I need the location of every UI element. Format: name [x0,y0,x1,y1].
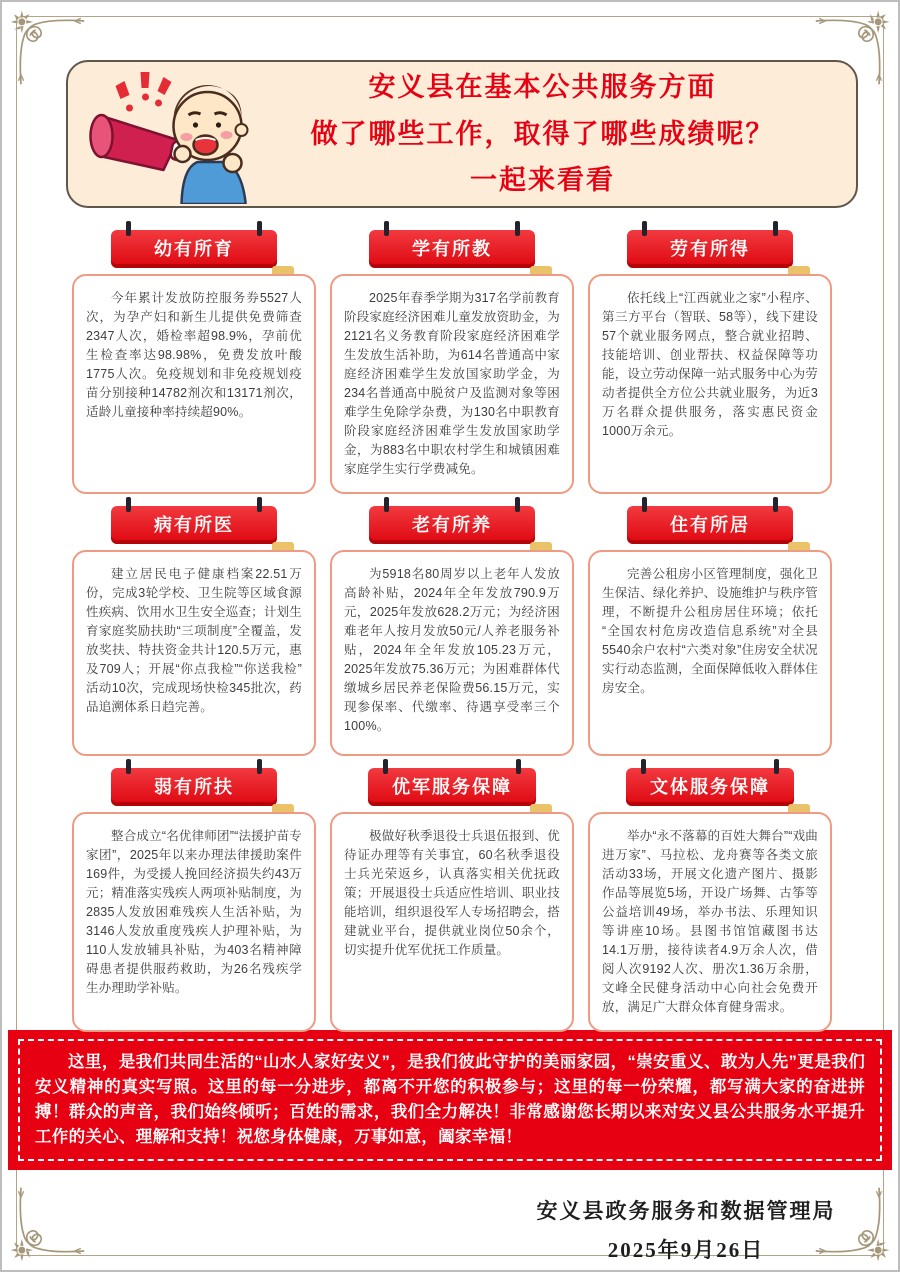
card-title-ribbon [627,506,793,544]
card-title-ribbon [111,506,277,544]
service-cards-grid [72,230,832,1044]
service-card-laoyousuode [588,230,832,494]
card-title-ribbon [627,230,793,268]
signature-block [536,1192,836,1270]
pin-icon [642,497,647,512]
card-text: 今年累计发放防控服务券5527人次，为孕产妇和新生儿提供免费筛查2347人次，婚检率超98.9%，孕前优生检查率达98.98%，免费发放叶酸1775人次。免疫规划和非免疫规划疫苗分别接种14782剂次和13171剂次，适龄儿童接种率持续超90%。 [86,291,302,419]
card-title-ribbon [626,768,794,806]
title-line: 一起来看看 [470,165,615,196]
pin-icon [257,497,262,512]
pin-icon [257,221,262,236]
service-card-youjun-fuwu [330,768,574,1032]
card-text: 完善公租房小区管理制度，强化卫生保洁、绿化养护、设施维护与秩序管理，不断提升公租房居住环境；依托“全国农村危房改造信息系统”对全县5540余户农村“六类对象”住房安全状况实行动态监测，全面保障低收入群体住房安全。 [602,567,818,695]
card-title: 幼有所育 [154,239,234,259]
card-title: 病有所医 [154,515,234,535]
pin-icon [126,497,131,512]
card-text: 整合成立“名优律师团”“法援护苗专家团”，2025年以来办理法律援助案件169件，为受援人挽回经济损失约43万元；精准落实残疾人两项补贴制度，为2835人发放困难残疾人生活补贴，为3146人发放重度残疾人护理补贴，为110人发放辅具补贴，为403名精神障碍患者提供服药救助，为26名残疾学生办理助学补贴。 [86,829,302,995]
footer-message: 这里，是我们共同生活的“山水人家好安义”，是我们彼此守护的美丽家园，“崇安重义、敢为人先”更是我们安义精神的真实写照。这里的每一分进步，都离不开您的积极参与；这里的每一份荣耀，都写满大家的奋进拼搏！群众的声音，我们始终倾听；百姓的需求，我们全力解决！非常感谢您长期以来对安义县公共服务水平提升工作的关心、理解和支持！祝您身体健康，万事如意，阖家幸福！ [18,1039,882,1161]
card-title: 学有所教 [412,239,492,259]
title-line: 安义县在基本公共服务方面 [368,72,717,103]
pin-icon [642,221,647,236]
card-title-ribbon [111,230,277,268]
pin-icon [773,221,778,236]
service-card-xueyousuojiao [330,230,574,494]
service-card-bingyousuoyi [72,506,316,756]
card-row [72,230,832,494]
pin-icon [126,221,131,236]
pin-icon [257,759,262,774]
card-text: 举办“永不落幕的百姓大舞台”“戏曲进万家”、马拉松、龙舟赛等各类文旅活动33场，开展文化遗产图片、摄影作品等展览5场，开设广场舞、古筝等公益培训49场，举办书法、乐理知识等讲座10场。县图书馆馆藏图书达14.1万册，接待读者4.9万余人次，借阅人次9192人次、册次1.36万余册，文峰全民健身活动中心向社会免费开放，满足广大群众体育健身需求。 [602,829,818,1014]
card-text: 极做好秋季退役士兵退伍报到、优待证办理等有关事宜，60名秋季退役士兵光荣返乡，认真落实相关优抚政策；开展退役士兵适应性培训、职业技能培训，组织退役军人专场招聘会，搭建就业平台，提供就业岗位50余个，切实提升优军优抚工作质量。 [344,829,560,957]
card-title-ribbon [111,768,277,806]
card-text: 依托线上“江西就业之家”小程序、第三方平台（智联、58等），线下建设57个就业服务网点，整合就业招聘、技能培训、创业帮扶、权益保障等功能，设立劳动保障一站式服务中心为劳动者提供全方位公共就业服务，为近3万名群众提供服务，落实惠民资金1000万余元。 [602,291,818,438]
card-title: 住有所居 [670,515,750,535]
card-body [72,274,316,494]
card-body [72,550,316,756]
pin-icon [641,759,646,774]
pin-icon [774,759,779,774]
service-card-zhuyousuoju [588,506,832,756]
pin-icon [773,497,778,512]
card-body [588,550,832,756]
card-title: 文体服务保障 [650,777,770,797]
card-title: 劳有所得 [670,239,750,259]
card-title: 弱有所扶 [154,777,234,797]
card-title-ribbon [369,230,535,268]
card-title: 老有所养 [412,515,492,535]
pin-icon [384,221,389,236]
pin-icon [383,759,388,774]
pin-icon [515,221,520,236]
card-title-ribbon [369,506,535,544]
card-body [330,550,574,756]
card-body [330,274,574,494]
card-row [72,768,832,1032]
pin-icon [384,497,389,512]
signature-date: 2025年9月26日 [607,1237,765,1262]
service-card-wenti-fuwu [588,768,832,1032]
card-row [72,506,832,756]
card-body [588,274,832,494]
card-body [72,812,316,1032]
pin-icon [126,759,131,774]
pin-icon [515,497,520,512]
signature-org: 安义县政务服务和数据管理局 [536,1199,836,1223]
card-title-ribbon [368,768,536,806]
card-text: 建立居民电子健康档案22.51万份，完成3轮学校、卫生院等区域食源性疾病、饮用水卫生安全巡查；计划生育家庭奖励扶助“三项制度”全覆盖，发放奖扶、特扶资金共计120.5万元，惠及709人；开展“你点我检”“你送我检”活动10次，完成现场快检345批次，药品追溯体系日趋完善。 [86,567,302,714]
pin-icon [516,759,521,774]
footer-message-box [8,1030,892,1170]
service-card-laoyousuoyang [330,506,574,756]
header-banner [66,60,858,208]
corner-flourish-icon [8,1186,86,1264]
service-card-youyusuoyu [72,230,316,494]
card-text: 为5918名80周岁以上老年人发放高龄补贴，2024年全年发放790.9万元，2025年发放628.2万元；为经济困难老年人按月发放50元/人养老服务补贴，2024年全年发放105.23万元，2025年发放75.36万元；为困难群体代缴城乡居民养老保险费56.15万元，实现参保率、代缴率、待遇享受率三个100%。 [344,567,560,733]
card-text: 2025年春季学期为317名学前教育阶段家庭经济困难儿童发放资助金，为2121名义务教育阶段家庭经济困难学生发放生活补助，为614名普通高中家庭经济困难学生发放国家助学金，为234名普通高中脱贫户及监测对象等困难学生免除学杂费，为130名中职教育阶段家庭经济困难学生发放国家助学金，为883名中职农村学生和城镇困难家庭学生实行学费减免。 [344,291,560,476]
megaphone-boy-illustration [78,64,263,204]
poster-title [263,64,856,203]
title-line: 做了哪些工作，取得了哪些成绩呢？ [310,118,775,149]
card-body [588,812,832,1032]
card-body [330,812,574,1032]
service-card-ruoyousuofu [72,768,316,1032]
card-title: 优军服务保障 [392,777,512,797]
